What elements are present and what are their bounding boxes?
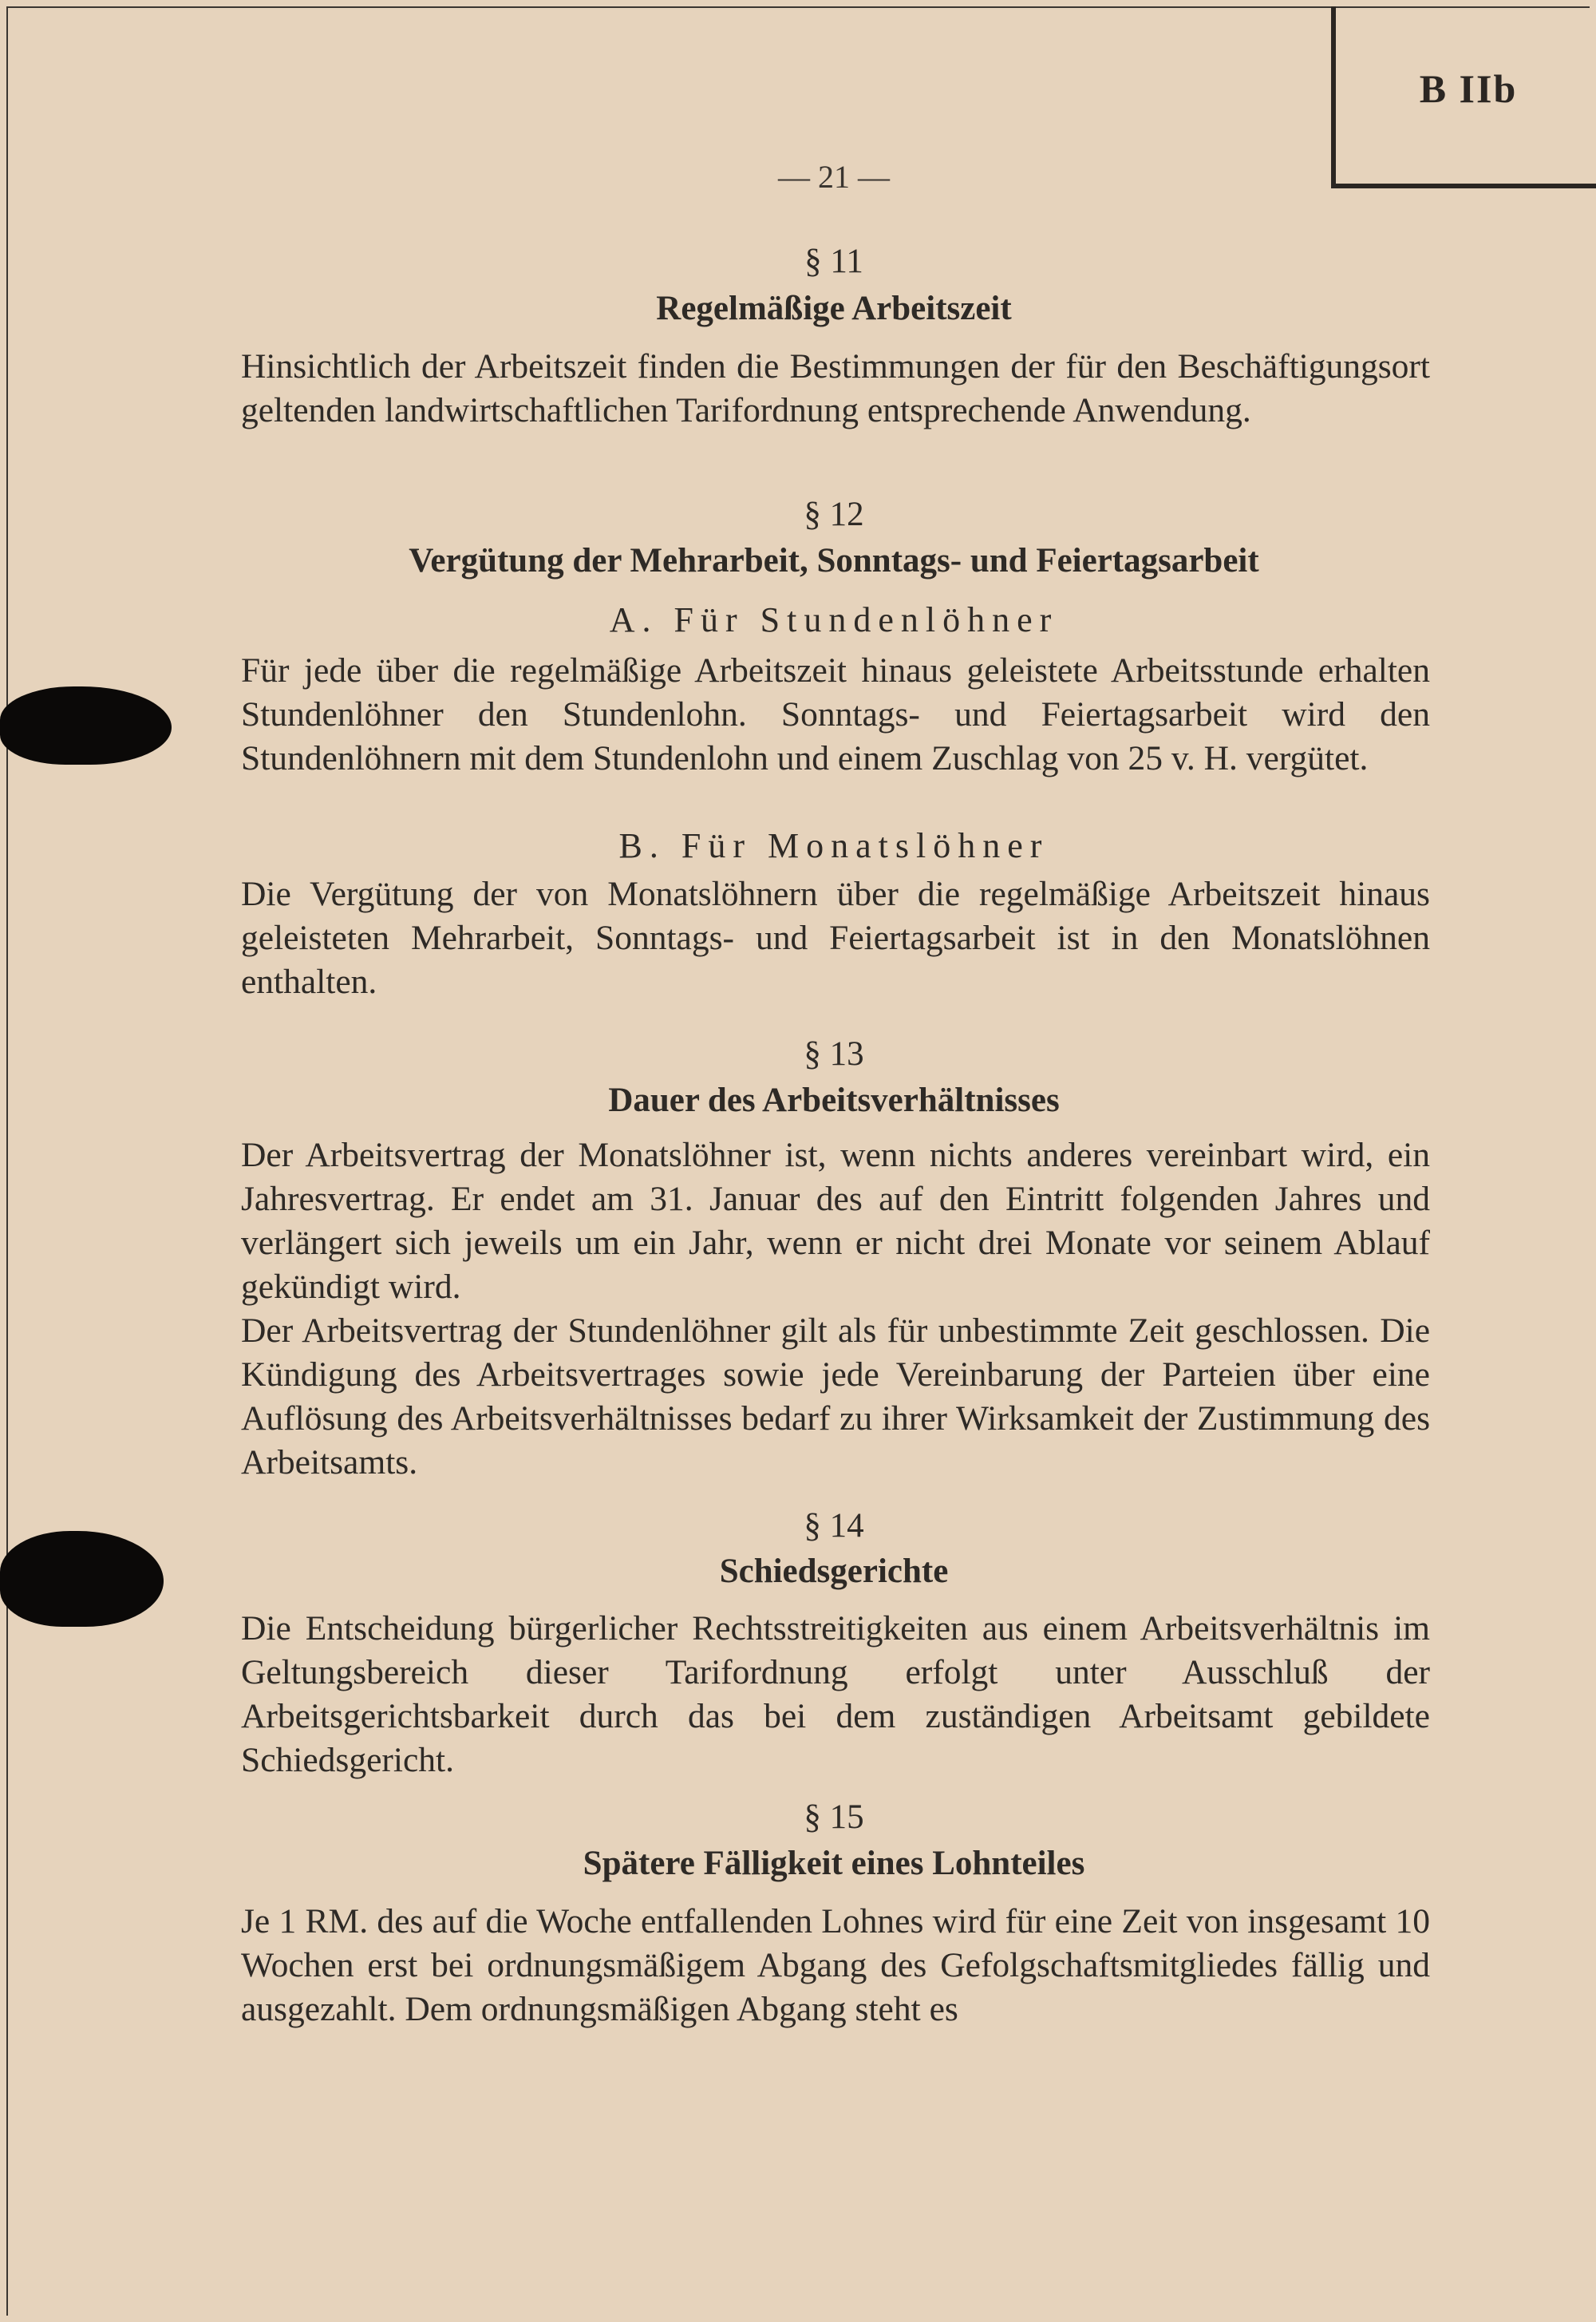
section-12-paragraph-b: Die Vergütung der von Monatslöhnern über die regelmäßige Arbeitszeit hinaus geleisteten Mehrarbeit, Sonntags- und Feiertagsarbeit ist in den Monatslöhnen enthalten. [241,875,1430,1001]
section-13-paragraph-2: Der Arbeitsvertrag der Stundenlöhner gilt als für unbestimmte Zeit geschlossen. Die Kündigung des Arbeitsvertrages sowie jede Vereinbarung der Parteien über eine Auflösung des Arbeitsverhältnisses bedarf zu ihrer Wirksamkeit der Zustimmung des Arbeitsamts. [241,1311,1430,1481]
section-12-body-a [241,649,1430,781]
section-12-number: § 12 [804,496,864,533]
section-12-title: Vergütung der Mehrarbeit, Sonntags- und Feiertagsarbeit [409,542,1259,580]
section-11-title: Regelmäßige Arbeitszeit [656,290,1012,327]
section-14-body [241,1607,1430,1782]
section-13-body-2 [241,1309,1430,1485]
section-15-body [241,1900,1430,2031]
section-13-paragraph-1: Der Arbeitsvertrag der Monatslöhner ist, wenn nichts anderes vereinbart wird, ein Jahresvertrag. Er endet am 31. Januar des auf den Eintritt folgenden Jahres und verlängert sich jeweils um ein Jahr, wenn er nicht drei Monate vor seinem Ablauf gekündigt wird. [241,1136,1430,1306]
section-12-subheading-a: A. Für Stundenlöhner [609,600,1059,639]
section-13-title: Dauer des Arbeitsverhältnisses [608,1082,1060,1119]
section-11-body [241,345,1430,433]
section-13-body-1 [241,1133,1430,1309]
punch-hole-top [0,686,172,765]
section-14-number: § 14 [804,1507,864,1545]
section-14-title: Schiedsgerichte [719,1553,949,1590]
page-number: — 21 — [778,159,890,195]
section-15-title: Spätere Fälligkeit eines Lohnteiles [583,1845,1085,1882]
section-11-paragraph: Hinsichtlich der Arbeitszeit finden die Bestimmungen der für den Beschäftigungsort geltenden landwirtschaftlichen Tarifordnung entsprechende Anwendung. [241,347,1430,429]
section-13-number: § 13 [804,1035,864,1073]
section-15-paragraph: Je 1 RM. des auf die Woche entfallenden Lohnes wird für eine Zeit von insgesamt 10 Wochen erst bei ordnungsmäßigem Abgang des Gefolgschaftsmitgliedes fällig und ausgezahlt. Dem ordnungsmäßigen Abgang steht es [241,1902,1430,2028]
section-11-number: § 11 [804,243,863,280]
section-12-subheading-b: B. Für Monatslöhner [618,826,1049,865]
section-12-body-b [241,872,1430,1004]
classification-label: B IIb [1419,66,1518,111]
section-12-paragraph-a: Für jede über die regelmäßige Arbeitszeit hinaus geleistete Arbeitsstunde erhalten Stundenlöhner den Stundenlohn. Sonntags- und Feiertagsarbeit wird den Stundenlöhnern mit dem Stundenlohn und einem Zuschlag von 25 v. H. vergütet. [241,651,1430,777]
section-15-number: § 15 [804,1798,864,1836]
section-14-paragraph: Die Entscheidung bürgerlicher Rechtsstreitigkeiten aus einem Arbeitsverhältnis im Geltungsbereich dieser Tarifordnung erfolgt unter Ausschluß der Arbeitsgerichtsbarkeit durch das bei dem zuständigen Arbeitsamt gebildete Schiedsgericht. [241,1609,1430,1779]
